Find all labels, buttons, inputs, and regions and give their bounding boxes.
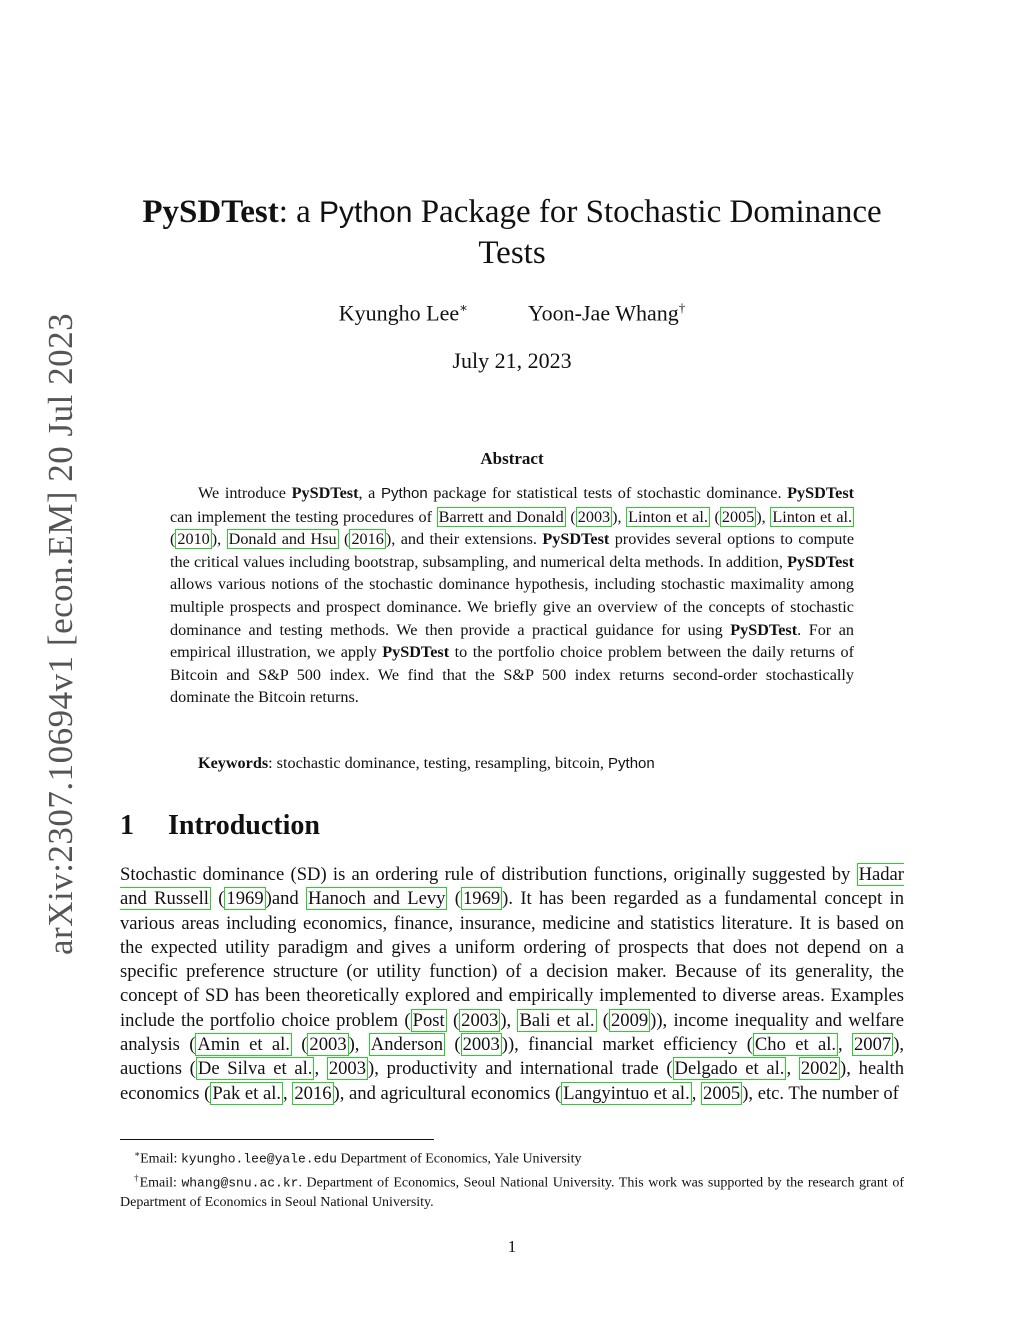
citation-link[interactable]: 2003 [461, 1009, 499, 1031]
citation-link[interactable]: 2005 [721, 507, 755, 526]
paper-date: July 21, 2023 [452, 348, 572, 373]
page-number: 1 [507, 1237, 517, 1256]
footnote-1: ∗Email: kyungho.lee@yale.edu Department of Economics, Yale University [134, 1149, 582, 1167]
introduction-paragraph: Stochastic dominance (SD) is an ordering rule of distribution functions, originally suggested by Hadar and Russell ( 1969 )and Hanoch and Levy ( 1969 ). It has been regarded as a fundamental concept in various areas including economics, finance, insurance, medicine and statistics literature. It is based on the expected utility paradigm and gives a uniform ordering of prospects that does not depend on a specific preference structure (or utility function) of a decision maker. Because of its generality, the concept of SD has been theoretically explored and empirically implemented to diverse areas. Examples include the portfolio choice problem ( Post ( 2003 ), Bali et al. ( 2009 )), income inequality and welfare analysis ( Amin et al. ( 2003 ), Anderson ( 2003 )), financial market efficiency ( Cho et al. , 2007 ), auctions ( De Silva et al. , 2003 ), productivity and international trade ( Delgado et al. , 2002 ), health economics ( Pak et al. , 2016 ), and agricultural economics ( Langyintuo et al. , 2005 ), etc. The number of [120, 864, 905, 1104]
footnote-2: †Email: whang@snu.ac.kr. Department of Economics, Seoul National University. This work was supported by the research grant of Department of Economics in Seoul National University. [120, 1173, 904, 1211]
citation-link[interactable]: Linton et al. [772, 507, 853, 526]
abstract-heading: Abstract [480, 449, 544, 468]
citation-link[interactable]: Pak et al. [212, 1082, 282, 1104]
citation-link[interactable]: 2003 [577, 507, 611, 526]
citation-link[interactable]: Cho et al. [754, 1034, 837, 1056]
title-python: Python [319, 196, 413, 229]
author-1-footnote-mark[interactable]: ∗ [459, 300, 468, 315]
citation-link[interactable]: Donald and Hsu [228, 530, 337, 549]
citation-link[interactable]: 2016 [351, 530, 384, 549]
citation-link[interactable]: 2010 [177, 530, 210, 549]
citation-link[interactable]: 2005 [703, 1082, 741, 1104]
citation-link[interactable]: 2003 [462, 1034, 500, 1056]
author-2: Yoon-Jae Whang† [527, 300, 686, 326]
citation-link[interactable]: De Silva et al. [197, 1058, 313, 1080]
citation-link[interactable]: Bali et al. [519, 1009, 595, 1031]
section-title: Introduction [168, 810, 320, 841]
keywords-line: Keywords: stochastic dominance, testing, resampling, bitcoin, Python [198, 754, 655, 772]
citation-link[interactable]: Hadar and Russell [120, 864, 904, 910]
citation-link[interactable]: 2003 [328, 1058, 367, 1080]
title-package-name: PySDTest [142, 194, 279, 230]
citation-link[interactable]: Linton et al. [628, 507, 708, 526]
citation-link[interactable]: 2009 [610, 1009, 649, 1031]
title-colon: : a [278, 194, 320, 230]
arxiv-sidebar-stamp: arXiv:2307.10694v1 [econ.EM] 20 Jul 2023 [41, 312, 80, 955]
citation-link[interactable]: 2003 [309, 1034, 347, 1056]
citation-link[interactable]: Post [412, 1009, 445, 1031]
author-list [120, 300, 904, 326]
section-heading-introduction [120, 810, 320, 842]
footnotes [120, 1145, 904, 1213]
citation-link[interactable]: Hanoch and Levy [307, 888, 446, 910]
citation-link[interactable]: 2016 [294, 1082, 332, 1104]
keywords-label: Keywords [198, 754, 269, 772]
citation-link[interactable]: Barrett and Donald [438, 507, 564, 526]
footnote-rule [120, 1139, 434, 1140]
author-1-email[interactable]: kyungho.lee@yale.edu [180, 1151, 337, 1167]
citation-link[interactable]: 1969 [462, 888, 501, 910]
citation-link[interactable]: 2007 [854, 1034, 892, 1056]
citation-link[interactable]: 2002 [800, 1058, 839, 1080]
author-2-footnote-mark[interactable]: † [678, 300, 686, 315]
citation-link[interactable]: 1969 [226, 888, 264, 910]
citation-link[interactable]: Langyintuo et al. [563, 1082, 690, 1104]
title-rest: Package for Stochastic Dominance Tests [412, 194, 882, 271]
citation-link[interactable]: Anderson [370, 1034, 444, 1056]
author-2-email[interactable]: whang@snu.ac.kr [181, 1175, 299, 1191]
author-1: Kyungho Lee∗ [338, 300, 468, 326]
citation-link[interactable]: Amin et al. [197, 1034, 290, 1056]
abstract-body: We introduce PySDTest, a Python package for statistical tests of stochastic dominance. PySDTest can implement the testing procedures of Barrett and Donald ( 2003 ), Linton et al. ( 2005 ), Linton et al. ( 2010 ), Donald and Hsu ( 2016 ), and their extensions. PySDTest provides several options to compute the critical values including bootstrap, subsampling, and numerical delta methods. In addition, PySDTest allows various notions of the stochastic dominance hypothesis, including stochastic maximality among multiple prospects and prospect dominance. We briefly give an overview of the concepts of stochastic dominance and testing methods. We then provide a practical guidance for using PySDTest. For an empirical illustration, we apply PySDTest to the portfolio choice problem between the daily returns of Bitcoin and S&P 500 index. We find that the S&P 500 index returns second-order stochastically dominate the Bitcoin returns. [170, 484, 855, 707]
paper-title [120, 192, 904, 273]
section-number: 1 [120, 810, 134, 841]
citation-link[interactable]: Delgado et al. [674, 1058, 785, 1080]
